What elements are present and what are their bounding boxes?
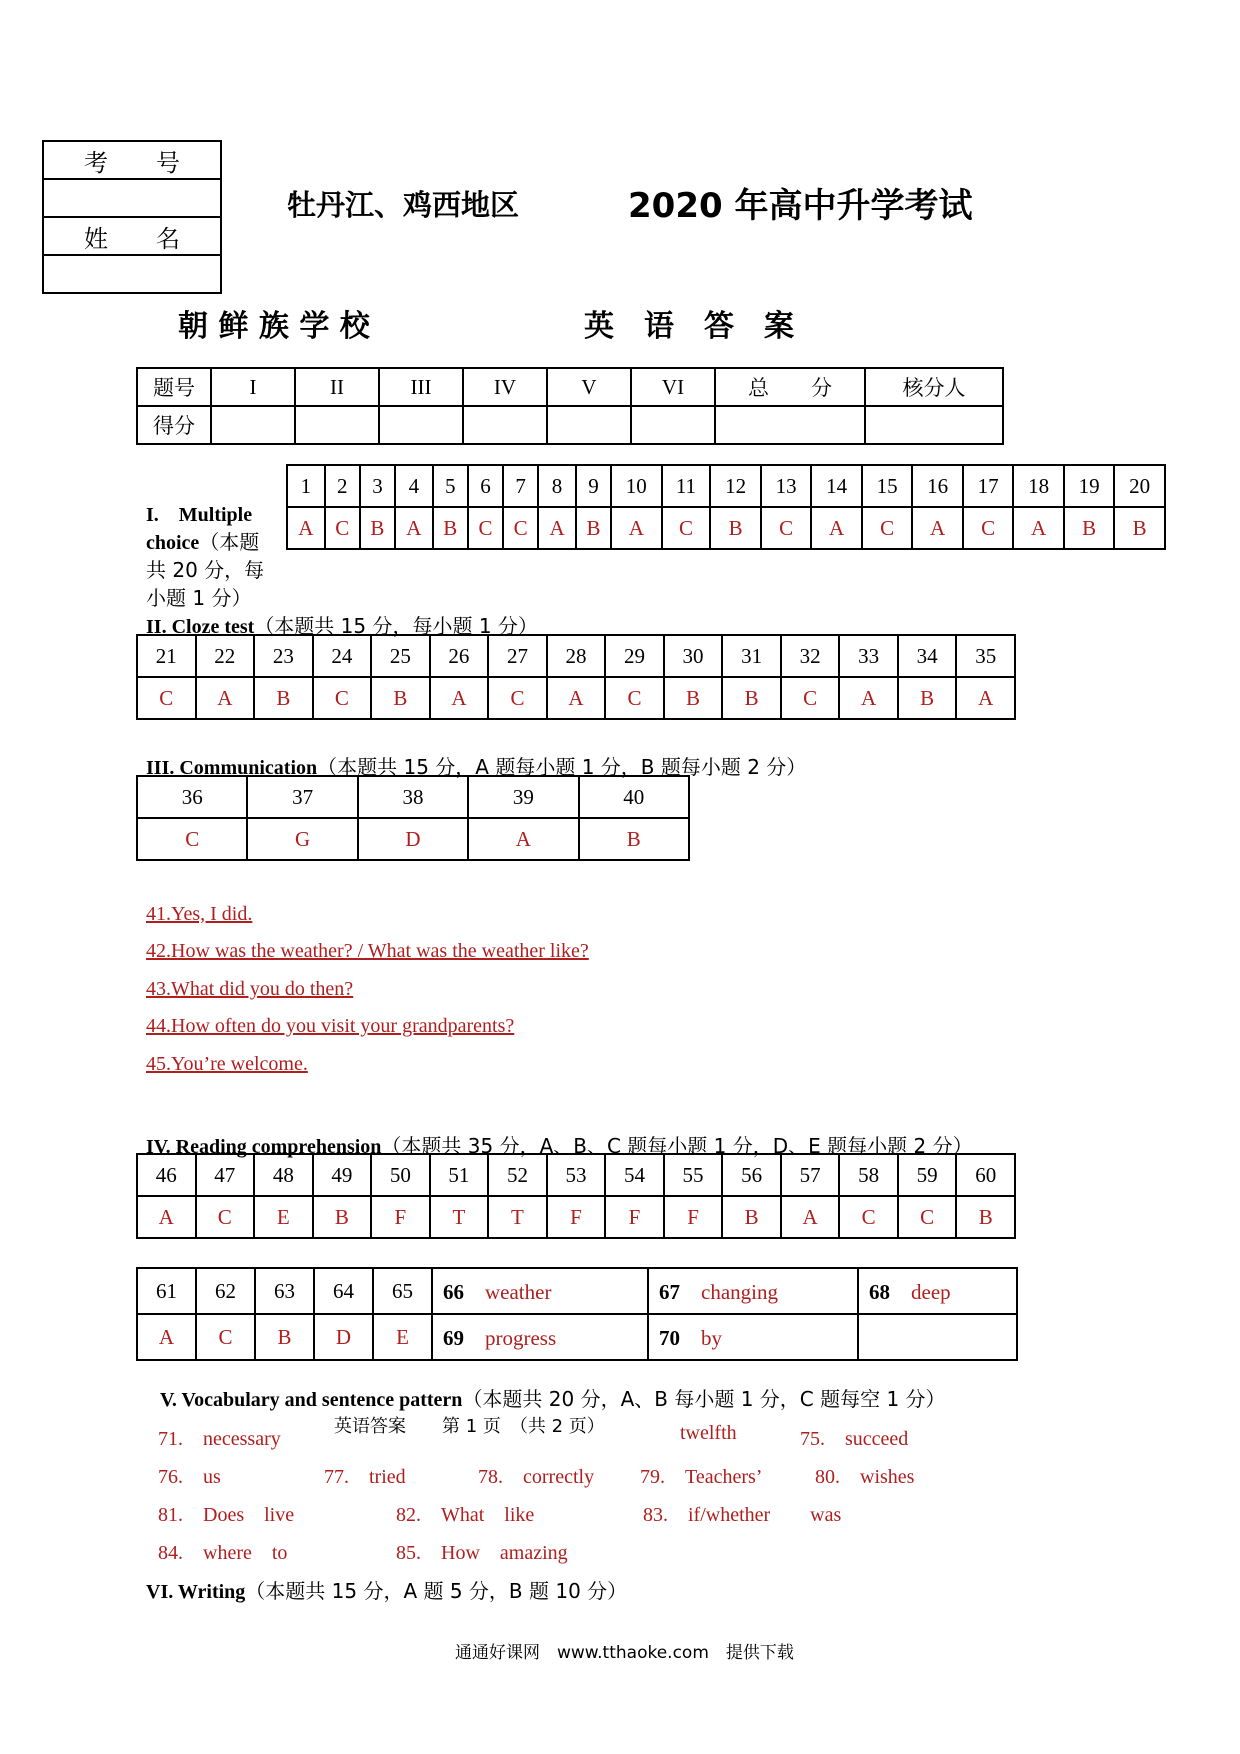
title-school: 朝 鲜 族 学 校	[178, 309, 370, 344]
fill-answer: weather	[485, 1280, 552, 1304]
vocab-item-75: 75. succeed	[800, 1428, 909, 1450]
answer-42: 42.How was the weather? / What was the weather like?	[146, 940, 589, 962]
score-header-cell: III	[379, 368, 463, 406]
answer-cell: A	[1013, 507, 1064, 549]
section4-table-b	[136, 1267, 1018, 1361]
answer-cell: C	[196, 1196, 255, 1238]
answer-cell: D	[358, 818, 468, 860]
number-cell: 19	[1064, 465, 1115, 507]
number-cell: 59	[898, 1154, 957, 1196]
score-cell	[631, 406, 715, 444]
number-cell: 13	[761, 465, 812, 507]
number-cell: 54	[605, 1154, 664, 1196]
number-cell: 28	[547, 635, 606, 677]
score-cell	[715, 406, 865, 444]
vocab-item-77: 77. tried	[324, 1466, 406, 1488]
number-cell: 40	[579, 776, 689, 818]
exam-id-value	[43, 179, 221, 217]
section4-answer-row	[137, 1196, 1015, 1238]
answer-cell: B	[898, 677, 957, 719]
answer-cell: B	[1114, 507, 1165, 549]
number-cell: 20	[1114, 465, 1165, 507]
answer-cell: B	[255, 1314, 314, 1360]
score-header-cell: VI	[631, 368, 715, 406]
empty-cell	[858, 1314, 1017, 1360]
section5-label	[160, 1383, 946, 1412]
answer-cell: A	[137, 1314, 196, 1360]
number-cell: 10	[611, 465, 662, 507]
answer-cell: C	[137, 677, 196, 719]
score-cell	[463, 406, 547, 444]
number-cell: 18	[1013, 465, 1064, 507]
fill-cell-70	[648, 1314, 858, 1360]
fill-number: 68	[869, 1280, 890, 1304]
number-cell: 48	[254, 1154, 313, 1196]
answer-cell: A	[538, 507, 576, 549]
answer-cell: B	[710, 507, 761, 549]
score-table	[136, 367, 1004, 445]
answer-cell: A	[137, 1196, 196, 1238]
fill-answer: by	[701, 1326, 722, 1350]
answer-cell: C	[761, 507, 812, 549]
number-cell: 36	[137, 776, 247, 818]
answer-44: 44.How often do you visit your grandparents?	[146, 1015, 515, 1037]
fill-number: 70	[659, 1326, 680, 1350]
number-cell: 8	[538, 465, 576, 507]
number-cell: 21	[137, 635, 196, 677]
answer-cell: C	[839, 1196, 898, 1238]
answer-cell: F	[605, 1196, 664, 1238]
answer-cell: A	[430, 677, 489, 719]
answer-cell: A	[611, 507, 662, 549]
fill-answer: deep	[911, 1280, 951, 1304]
section3-table	[136, 775, 690, 861]
fill-answer: progress	[485, 1326, 557, 1350]
answer-cell: C	[488, 677, 547, 719]
section6-label	[146, 1575, 627, 1604]
answer-cell: B	[1064, 507, 1115, 549]
title-region: 牡丹江、鸡西地区	[287, 188, 520, 222]
score-cell	[295, 406, 379, 444]
vocab-item-76: 76. us	[158, 1466, 221, 1488]
vocab-item-79: 79. Teachers’	[640, 1466, 763, 1488]
fill-number: 66	[443, 1280, 464, 1304]
answer-cell: A	[956, 677, 1015, 719]
answer-cell: B	[664, 677, 723, 719]
score-header-cell: 核分人	[865, 368, 1003, 406]
number-cell: 15	[862, 465, 913, 507]
section1-table	[286, 464, 1166, 550]
section6-title: VI. Writing	[146, 1581, 246, 1603]
number-cell: 26	[430, 635, 489, 677]
answer-cell: B	[722, 677, 781, 719]
vocab-item-74: twelfth	[680, 1422, 737, 1444]
score-cell	[865, 406, 1003, 444]
vocab-item-85: 85. How amazing	[396, 1542, 568, 1564]
number-cell: 60	[956, 1154, 1015, 1196]
answer-cell: C	[503, 507, 538, 549]
answer-41: 41.Yes, I did.	[146, 903, 253, 925]
score-row-label: 得分	[137, 406, 211, 444]
title-subject: 英 语 答 案	[584, 309, 794, 344]
number-cell: 51	[430, 1154, 489, 1196]
name-value	[43, 255, 221, 293]
answer-43: 43.What did you do then?	[146, 978, 354, 1000]
number-cell: 11	[662, 465, 711, 507]
answer-cell: F	[547, 1196, 606, 1238]
answer-cell: A	[781, 1196, 840, 1238]
answer-cell: C	[196, 1314, 255, 1360]
number-cell: 23	[254, 635, 313, 677]
answer-cell: A	[287, 507, 325, 549]
section3-number-row	[137, 776, 689, 818]
number-cell: 49	[313, 1154, 372, 1196]
number-cell: 61	[137, 1268, 196, 1314]
answer-cell: B	[371, 677, 430, 719]
answer-cell: A	[811, 507, 862, 549]
number-cell: 56	[722, 1154, 781, 1196]
page-footer: 英语答案 第 1 页 （共 2 页）	[334, 1416, 605, 1437]
number-cell: 62	[196, 1268, 255, 1314]
number-cell: 58	[839, 1154, 898, 1196]
score-header-cell: II	[295, 368, 379, 406]
number-cell: 46	[137, 1154, 196, 1196]
number-cell: 55	[664, 1154, 723, 1196]
section3-title: III. Communication	[146, 757, 318, 779]
number-cell: 2	[325, 465, 360, 507]
answer-cell: B	[360, 507, 395, 549]
section4-number-row	[137, 1154, 1015, 1196]
number-cell: 4	[395, 465, 433, 507]
answer-cell: D	[314, 1314, 373, 1360]
section4-b-row-1	[137, 1268, 1017, 1314]
answer-cell: C	[468, 507, 503, 549]
number-cell: 50	[371, 1154, 430, 1196]
number-cell: 34	[898, 635, 957, 677]
site-footer: 通通好课网 www.tthaoke.com 提供下载	[455, 1643, 794, 1663]
number-cell: 37	[247, 776, 357, 818]
score-header-cell: 总 分	[715, 368, 865, 406]
vocab-item-78: 78. correctly	[478, 1466, 595, 1488]
section1-number-row	[287, 465, 1165, 507]
name-label: 姓 名	[43, 217, 221, 255]
number-cell: 7	[503, 465, 538, 507]
answer-cell: T	[488, 1196, 547, 1238]
answer-cell: A	[468, 818, 578, 860]
number-cell: 14	[811, 465, 862, 507]
answer-cell: A	[839, 677, 898, 719]
section4-title: IV. Reading comprehension	[146, 1136, 382, 1158]
answer-cell: B	[576, 507, 611, 549]
number-cell: 39	[468, 776, 578, 818]
number-cell: 65	[373, 1268, 432, 1314]
number-cell: 5	[433, 465, 468, 507]
number-cell: 30	[664, 635, 723, 677]
answer-cell: B	[254, 677, 313, 719]
score-header-row	[137, 368, 1003, 406]
score-header-cell: I	[211, 368, 295, 406]
score-header-cell: IV	[463, 368, 547, 406]
number-cell: 22	[196, 635, 255, 677]
vocab-item-82: 82. What like	[396, 1504, 535, 1526]
number-cell: 52	[488, 1154, 547, 1196]
number-cell: 1	[287, 465, 325, 507]
answer-cell: A	[196, 677, 255, 719]
fill-cell-66	[432, 1268, 648, 1314]
section2-title: II. Cloze test	[146, 616, 255, 638]
section4-b-row-2	[137, 1314, 1017, 1360]
fill-number: 67	[659, 1280, 680, 1304]
score-cell	[211, 406, 295, 444]
answer-cell: F	[371, 1196, 430, 1238]
section5-title: V. Vocabulary and sentence pattern	[160, 1389, 463, 1411]
answer-cell: C	[898, 1196, 957, 1238]
score-header-cell: 题号	[137, 368, 211, 406]
number-cell: 27	[488, 635, 547, 677]
vocab-item-71: 71. necessary	[158, 1428, 281, 1450]
answer-cell: F	[664, 1196, 723, 1238]
number-cell: 16	[912, 465, 963, 507]
number-cell: 38	[358, 776, 468, 818]
number-cell: 31	[722, 635, 781, 677]
number-cell: 57	[781, 1154, 840, 1196]
number-cell: 47	[196, 1154, 255, 1196]
title-year: 2020 年高中升学考试	[628, 186, 973, 226]
answer-cell: C	[963, 507, 1014, 549]
answer-cell: C	[605, 677, 664, 719]
section1-answer-row	[287, 507, 1165, 549]
exam-id-label: 考 号	[43, 141, 221, 179]
answer-cell: G	[247, 818, 357, 860]
answer-cell: C	[781, 677, 840, 719]
answer-cell: B	[433, 507, 468, 549]
number-cell: 17	[963, 465, 1014, 507]
number-cell: 35	[956, 635, 1015, 677]
answer-cell: B	[579, 818, 689, 860]
number-cell: 25	[371, 635, 430, 677]
number-cell: 53	[547, 1154, 606, 1196]
number-cell: 33	[839, 635, 898, 677]
answer-cell: B	[956, 1196, 1015, 1238]
fill-cell-68	[858, 1268, 1017, 1314]
vocab-item-81: 81. Does live	[158, 1504, 295, 1526]
answer-cell: C	[313, 677, 372, 719]
section2-table	[136, 634, 1016, 720]
answer-cell: C	[662, 507, 711, 549]
section3-note: （本题共 15 分，A 题每小题 1 分，B 题每小题 2 分）	[317, 755, 807, 779]
section1-note: （本题共 20 分，每小题 1 分）	[146, 530, 265, 610]
section1-label	[146, 502, 274, 613]
number-cell: 63	[255, 1268, 314, 1314]
answer-cell: C	[862, 507, 913, 549]
answer-cell: E	[254, 1196, 313, 1238]
section2-answer-row	[137, 677, 1015, 719]
score-value-row	[137, 406, 1003, 444]
answer-cell: B	[313, 1196, 372, 1238]
answer-cell: E	[373, 1314, 432, 1360]
answer-cell: A	[395, 507, 433, 549]
number-cell: 64	[314, 1268, 373, 1314]
fill-number: 69	[443, 1326, 464, 1350]
section6-note: （本题共 15 分，A 题 5 分，B 题 10 分）	[245, 1579, 628, 1603]
fill-answer: changing	[701, 1280, 778, 1304]
section2-number-row	[137, 635, 1015, 677]
number-cell: 6	[468, 465, 503, 507]
answer-cell: T	[430, 1196, 489, 1238]
exam-id-box	[42, 140, 222, 294]
number-cell: 32	[781, 635, 840, 677]
number-cell: 9	[576, 465, 611, 507]
answer-cell: A	[912, 507, 963, 549]
answer-cell: C	[325, 507, 360, 549]
section3-answer-row	[137, 818, 689, 860]
section4-note: （本题共 35 分，A、B、C 题每小题 1 分，D、E 题每小题 2 分）	[381, 1134, 973, 1158]
vocab-item-84: 84. where to	[158, 1542, 288, 1564]
section2-note: （本题共 15 分，每小题 1 分）	[254, 614, 538, 638]
vocab-item-83: 83. if/whether was	[643, 1504, 842, 1526]
score-cell	[379, 406, 463, 444]
answer-45: 45.You’re welcome.	[146, 1053, 308, 1075]
section1-title: I. Multiple choice	[146, 504, 253, 554]
score-header-cell: V	[547, 368, 631, 406]
answer-cell: B	[722, 1196, 781, 1238]
number-cell: 3	[360, 465, 395, 507]
number-cell: 29	[605, 635, 664, 677]
fill-cell-69	[432, 1314, 648, 1360]
answer-cell: A	[547, 677, 606, 719]
section4-table	[136, 1153, 1016, 1239]
score-cell	[547, 406, 631, 444]
section5-note: （本题共 20 分，A、B 每小题 1 分，C 题每空 1 分）	[462, 1387, 946, 1411]
number-cell: 24	[313, 635, 372, 677]
answer-cell: C	[137, 818, 247, 860]
vocab-item-80: 80. wishes	[815, 1466, 915, 1488]
fill-cell-67	[648, 1268, 858, 1314]
number-cell: 12	[710, 465, 761, 507]
